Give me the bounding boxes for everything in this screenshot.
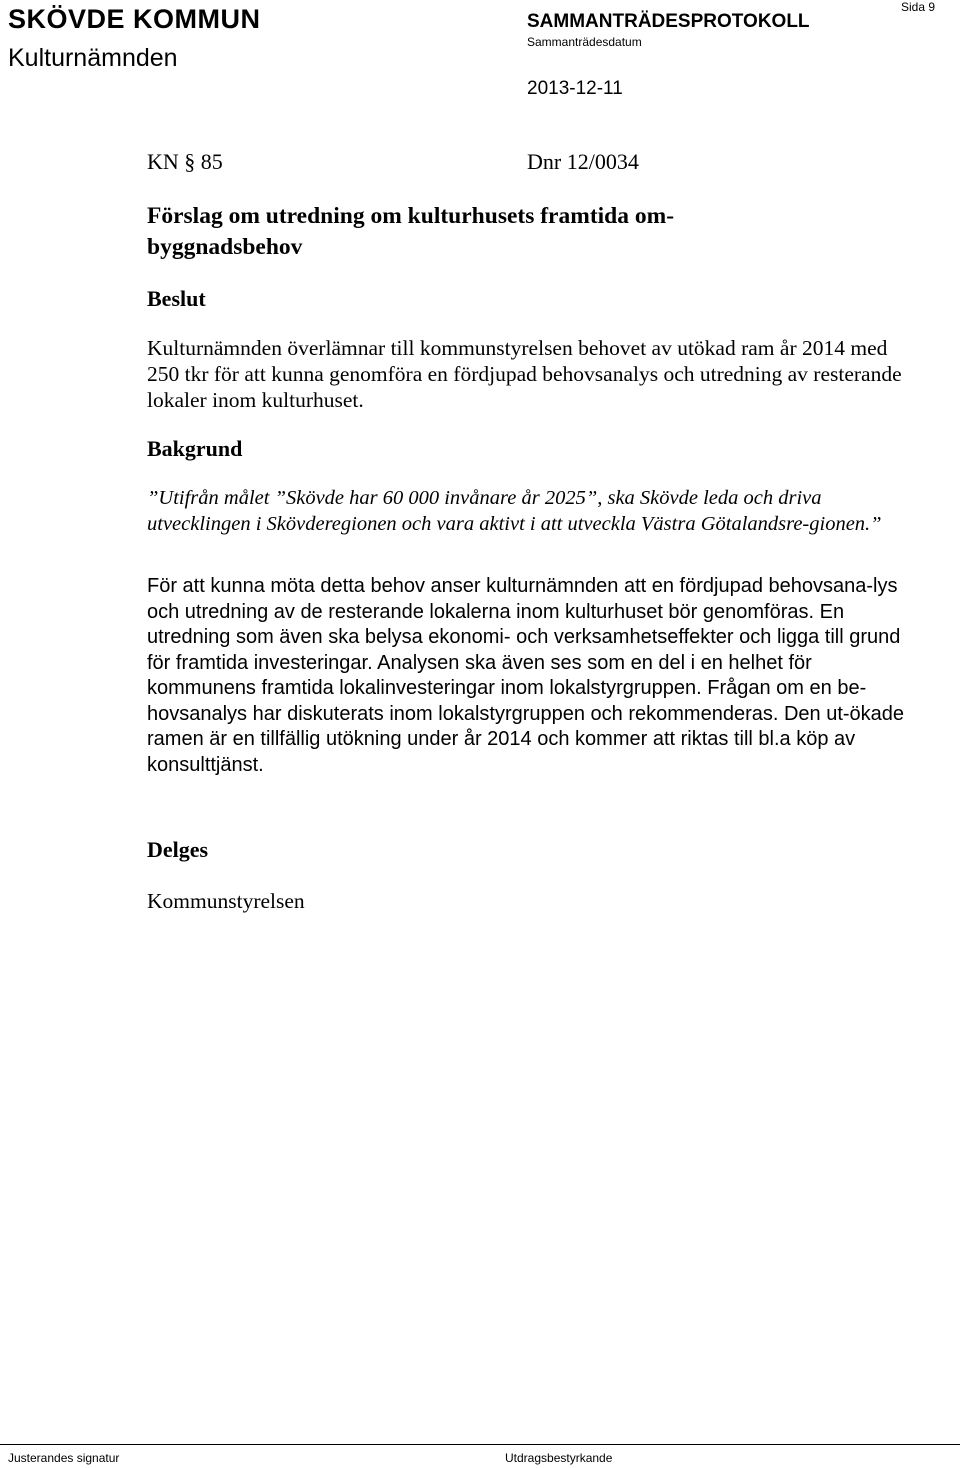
board-name: Kulturnämnden xyxy=(8,44,178,72)
municipality-logo: SKÖVDE KOMMUN xyxy=(8,4,261,34)
diary-number: Dnr 12/0034 xyxy=(527,149,639,174)
footer-signature-label: Justerandes signatur xyxy=(8,1451,120,1465)
delges-recipient: Kommunstyrelsen xyxy=(147,889,305,913)
bakgrund-text: För att kunna möta detta behov anser kulturnämnden att en fördjupad behovsana-lys och utredning av de resterande lokalerna inom kulturhuset bör genomföras. En utredning som även ska belysa ekonomi- och verksamhetseffekter och ligga till grund för framtida investeringar. Analysen ska även ses som en del i en helhet för kommunens framtida lokalinvesteringar inom lokalstyrgruppen. Frågan om en be-hovsanalys har diskuterats inom lokalstyrgruppen och rekommenderas. Den ut-ökade ramen är en tillfällig utökning under år 2014 och kommer att riktas till bl.a köp av konsulttjänst. xyxy=(147,575,905,776)
document-title: Förslag om utredning om kulturhusets framtida om-byggnadsbehov xyxy=(147,203,675,260)
footer-certification-label: Utdragsbestyrkande xyxy=(505,1451,613,1465)
bakgrund-heading: Bakgrund xyxy=(147,436,243,461)
bakgrund-quote: ”Utifrån målet ”Skövde har 60 000 invånare år 2025”, ska Skövde leda och driva utvecklingen i Skövderegionen och vara aktivt i att utveckla Västra Götalandsre-gionen.” xyxy=(147,487,882,535)
meeting-date-label: Sammanträdesdatum xyxy=(527,35,642,49)
case-number: KN § 85 xyxy=(147,149,223,174)
delges-heading: Delges xyxy=(147,837,209,862)
beslut-text: Kulturnämnden överlämnar till kommunstyrelsen behovet av utökad ram år 2014 med 250 tkr för att kunna genomföra en fördjupad behovsanalys och utredning av resterande lokaler inom kulturhuset. xyxy=(147,336,902,412)
page-number: Sida 9 xyxy=(901,0,936,14)
protocol-title: SAMMANTRÄDESPROTOKOLL xyxy=(527,11,810,32)
meeting-date: 2013-12-11 xyxy=(527,78,623,99)
beslut-heading: Beslut xyxy=(147,286,206,311)
footer-divider xyxy=(0,1444,960,1445)
